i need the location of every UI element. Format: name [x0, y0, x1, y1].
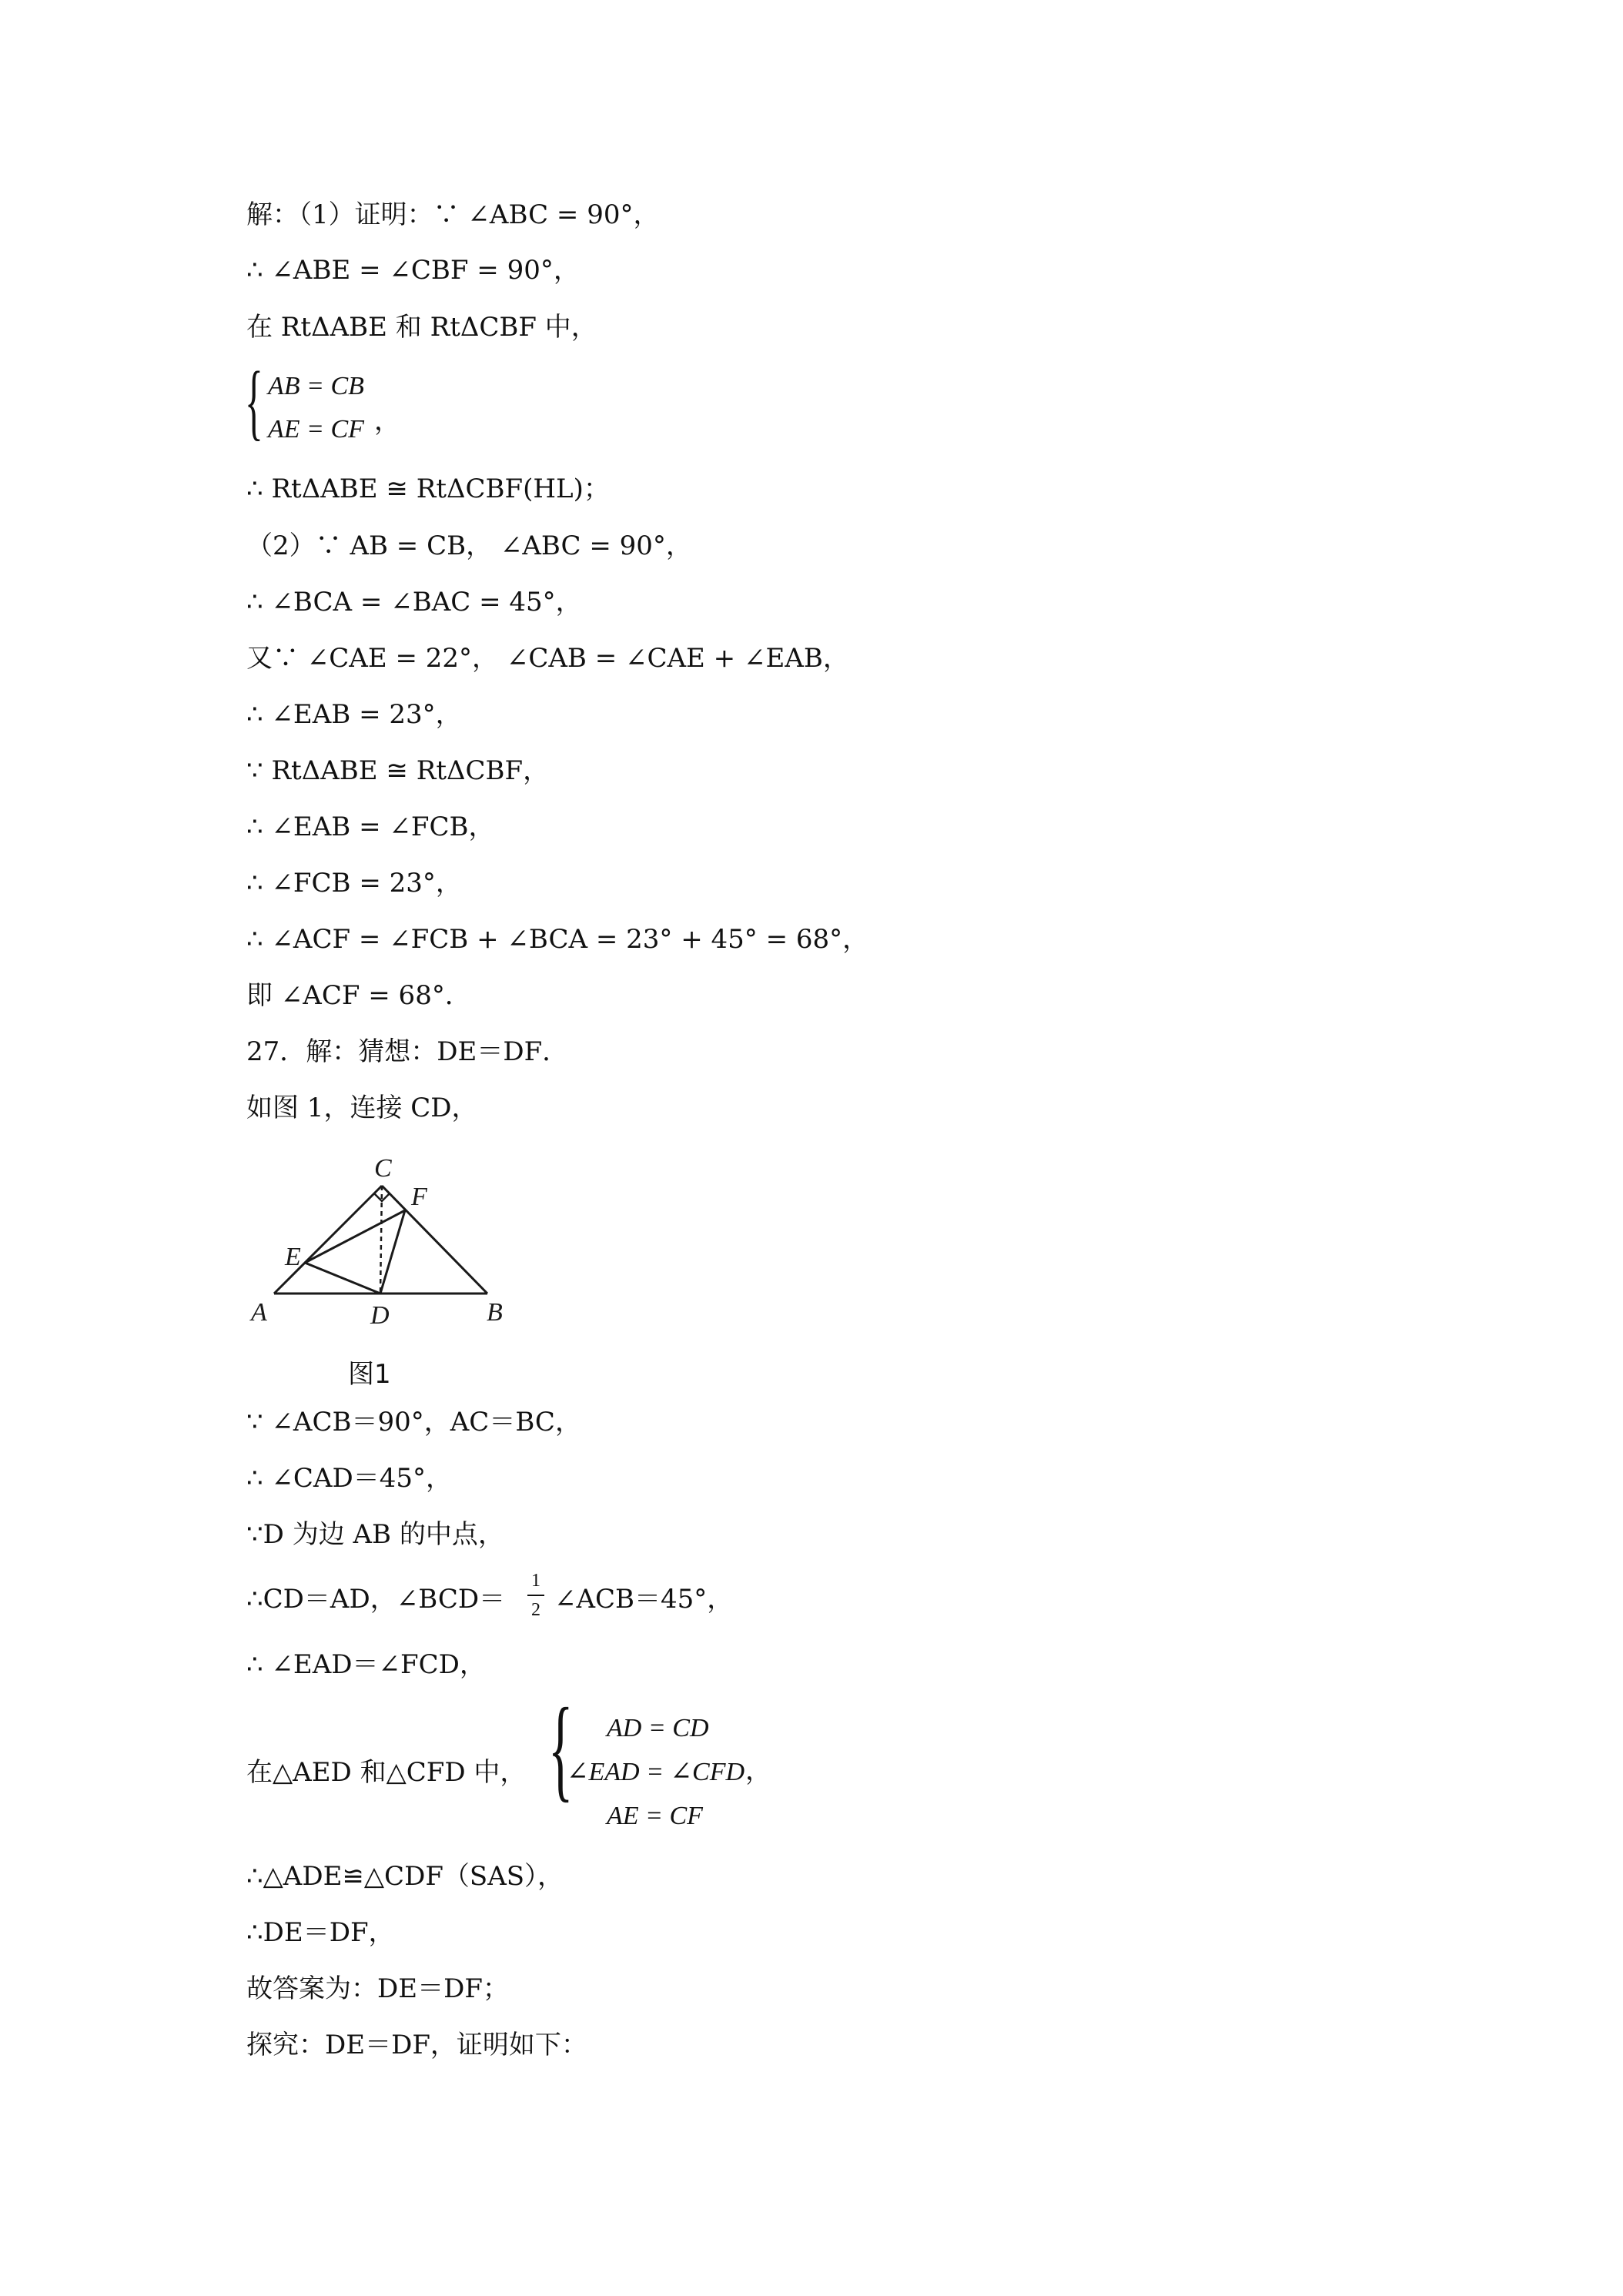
system-brace-1: {	[245, 354, 263, 448]
system-2-eq-2: ∠EAD = ∠CFD	[567, 1758, 745, 1786]
line-13: 即 ∠ACF = 68°．	[246, 980, 471, 1011]
segment-ed	[305, 1263, 380, 1294]
system-1-eq-2: AE = CF	[268, 415, 364, 443]
line-25: 探究：DE＝DF，证明如下：	[246, 2030, 587, 2060]
line-22: ∴△ADE≌△CDF（SAS），	[246, 1861, 564, 1892]
figure-1-diagram	[245, 1151, 522, 1344]
fraction-numerator: 1	[531, 1571, 540, 1591]
line-6: ∴ ∠BCA = ∠BAC = 45°，	[246, 587, 582, 618]
line-21-label: 在△AED 和△CFD 中，	[246, 1757, 527, 1788]
line-9: ∵ RtΔABE ≅ RtΔCBF，	[246, 755, 550, 786]
line-18: ∵D 为边 AB 的中点，	[246, 1519, 504, 1550]
line-8: ∴ ∠EAB = 23°，	[246, 699, 462, 730]
line-10: ∴ ∠EAB = ∠FCB，	[246, 812, 495, 842]
line-14: 27．解：猜想：DE＝DF．	[246, 1036, 569, 1067]
segment-df	[380, 1210, 405, 1294]
line-24: 故答案为：DE＝DF；	[246, 1973, 509, 2004]
system-2-eq-1: AD = CD	[607, 1714, 709, 1742]
line-17: ∴ ∠CAD＝45°，	[246, 1463, 453, 1494]
figure-1-caption: 图1	[348, 1359, 391, 1390]
system-brace-2: {	[548, 1685, 574, 1812]
line-23: ∴DE＝DF，	[246, 1917, 395, 1948]
system-1-eq-1: AB = CB	[268, 372, 364, 400]
segment-cb	[382, 1186, 487, 1294]
label-f: F	[411, 1183, 427, 1211]
segment-ef	[305, 1210, 405, 1263]
line-16: ∵ ∠ACB＝90°，AC＝BC，	[246, 1407, 581, 1438]
line-7: 又∵ ∠CAE = 22°， ∠CAB = ∠CAE + ∠EAB，	[246, 643, 849, 674]
system-2-eq-3: AE = CF	[607, 1802, 703, 1830]
label-a: A	[251, 1298, 267, 1327]
line-20: ∴ ∠EAD＝∠FCD，	[246, 1649, 486, 1680]
line-5: （2）∵ AB = CB， ∠ABC = 90°，	[246, 530, 692, 561]
label-b: B	[487, 1298, 503, 1327]
line-1: 解：（1）证明：∵ ∠ABC = 90°，	[246, 199, 660, 230]
line-12: ∴ ∠ACF = ∠FCB + ∠BCA = 23° + 45° = 68°，	[246, 924, 869, 955]
system-2-comma: ，	[745, 1755, 771, 1786]
fraction-bar	[527, 1595, 544, 1596]
label-c: C	[374, 1154, 392, 1183]
line-4: ∴ RtΔABE ≅ RtΔCBF(HL)；	[246, 474, 610, 504]
segment-ac	[274, 1186, 382, 1294]
line-3: 在 RtΔABE 和 RtΔCBF 中，	[246, 312, 597, 343]
label-e: E	[285, 1243, 301, 1271]
fraction-denominator: 2	[531, 1600, 540, 1620]
line-19-part-2: ∠ACB＝45°，	[554, 1584, 734, 1615]
label-d: D	[370, 1301, 390, 1330]
line-2: ∴ ∠ABE = ∠CBF = 90°，	[246, 255, 580, 286]
line-19-part-1: ∴CD＝AD，∠BCD＝	[246, 1584, 506, 1615]
system-1-comma: ，	[374, 406, 400, 437]
line-11: ∴ ∠FCB = 23°，	[246, 868, 462, 899]
line-15: 如图 1，连接 CD，	[246, 1093, 478, 1123]
